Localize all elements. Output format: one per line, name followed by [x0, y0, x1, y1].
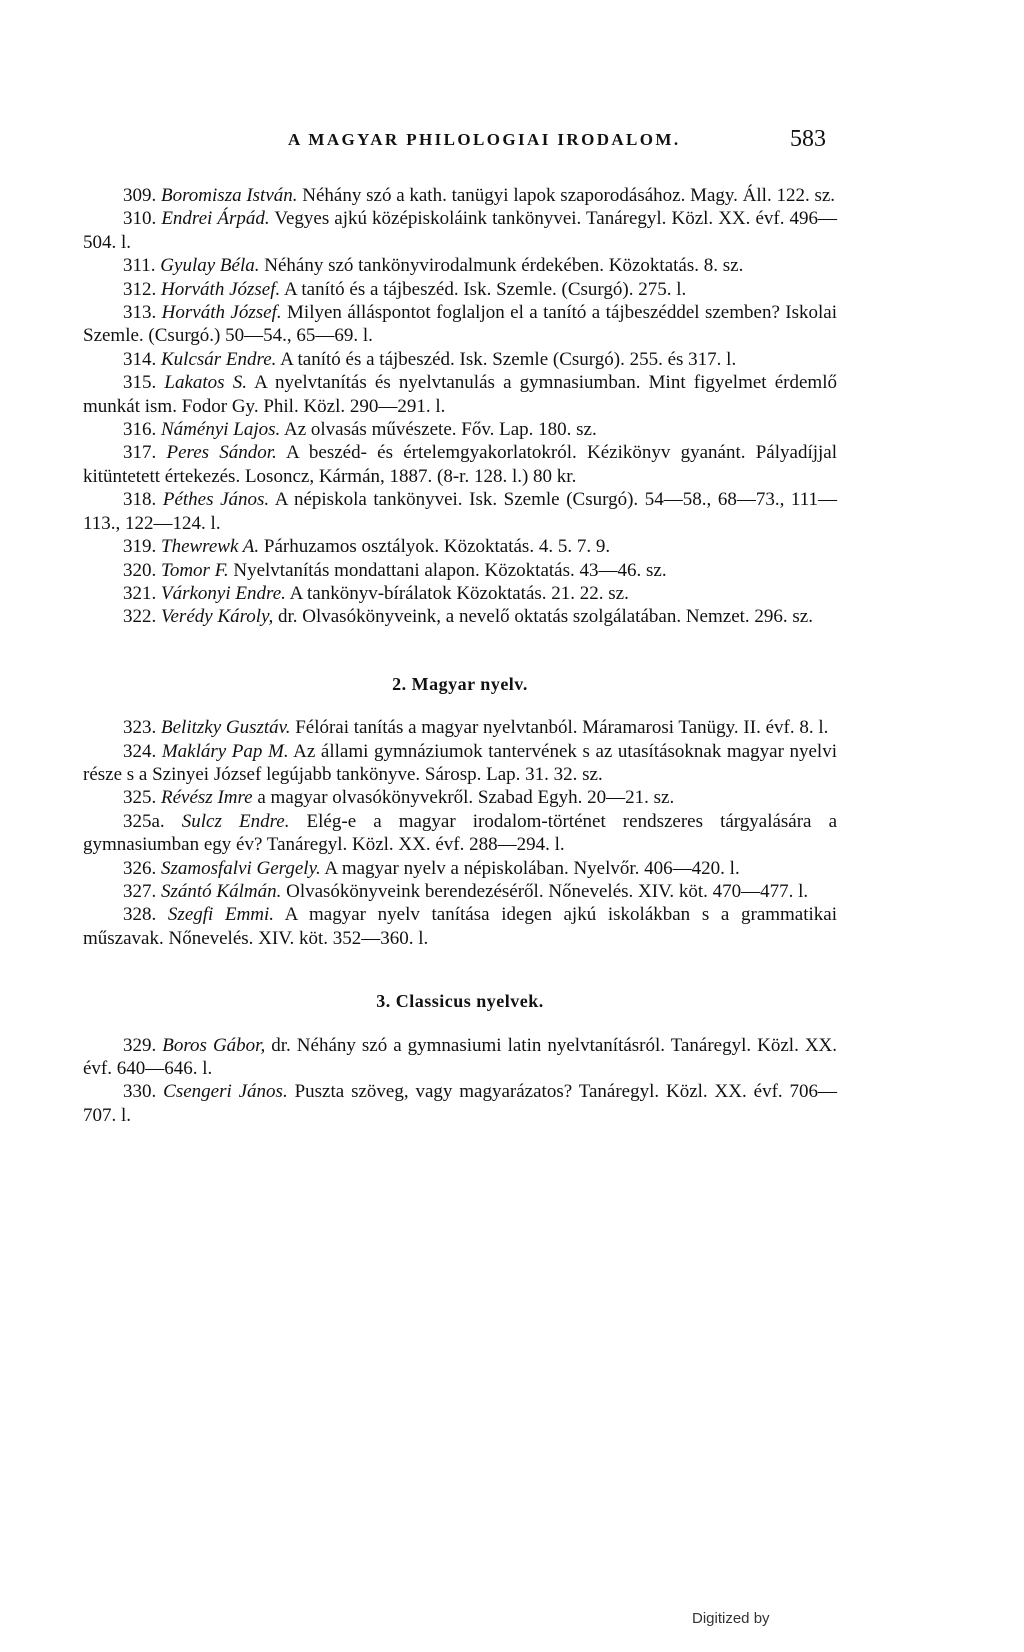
- bibliography-list: [83, 184, 837, 1127]
- entry-330: [83, 1080, 837, 1127]
- entry-number: 318.: [123, 489, 157, 511]
- entry-author: Tomor F.: [161, 559, 229, 581]
- entry-327: [83, 880, 837, 903]
- entry-text: Vegyes ajkú középiskoláink tankönyvei. Tanáregyl. Közl. XX. évf. 496—504. l.: [83, 208, 837, 253]
- entry-author: Thewrewk A.: [161, 536, 260, 558]
- entry-number: 323.: [123, 717, 157, 739]
- entry-number: 309.: [123, 185, 157, 206]
- entry-author: Horváth József.: [161, 302, 282, 324]
- entry-author: Peres Sándor.: [166, 442, 277, 464]
- entry-author: Náményi Lajos.: [161, 419, 281, 441]
- page-header: [0, 126, 1024, 158]
- entry-number: 321.: [123, 582, 157, 604]
- entry-author: Boromisza István.: [161, 185, 298, 206]
- section-heading-magyar-nyelv: 2. Magyar nyelv.: [392, 673, 528, 694]
- entry-310: [83, 207, 837, 254]
- entry-number: 325a.: [123, 810, 165, 832]
- entry-text: A magyar nyelv tanítása idegen ajkú iskolákban s a grammatikai műszavak. Nőnevelés. XIV. köt. 352—360. l.: [83, 904, 838, 949]
- entry-author: Révész Imre: [161, 787, 253, 809]
- entry-number: 317.: [123, 442, 157, 464]
- entry-number: 316.: [123, 419, 157, 441]
- entry-309: [83, 184, 837, 207]
- entry-number: 325.: [123, 787, 157, 809]
- entry-text: A tanító és a tájbeszéd. Isk. Szemle. (Csurgó). 275. l.: [283, 278, 687, 300]
- entry-text: Félórai tanítás a magyar nyelvtanból. Máramarosi Tanügy. II. évf. 8. l.: [295, 717, 829, 739]
- entry-author: Gyulay Béla.: [160, 255, 260, 277]
- entry-315: [83, 371, 837, 418]
- entry-number: 328.: [123, 904, 157, 926]
- entry-number: 313.: [123, 302, 157, 324]
- entry-325a: [83, 810, 837, 857]
- entry-text: Az olvasás művészete. Főv. Lap. 180. sz.: [283, 419, 597, 441]
- entry-314: [83, 348, 837, 371]
- entry-author: Boros Gábor,: [162, 1034, 266, 1056]
- entry-322: [83, 605, 837, 628]
- entry-text: A magyar nyelv a népiskolában. Nyelvőr. 406—420. l.: [324, 857, 740, 879]
- entry-text: Nyelvtanítás mondattani alapon. Közoktatás. 43—46. sz.: [233, 559, 667, 581]
- entry-326: [83, 857, 837, 880]
- entry-328: [83, 903, 837, 950]
- entry-text: Olvasókönyveink berendezéséről. Nőnevelés. XIV. köt. 470—477. l.: [286, 880, 809, 902]
- entry-323: [83, 716, 837, 739]
- entry-317: [83, 441, 837, 488]
- entry-number: 312.: [123, 278, 157, 300]
- entry-number: 330.: [123, 1081, 157, 1103]
- entry-325: [83, 786, 837, 809]
- entry-text: Elég-e a magyar irodalom-történet rendszeres tárgyalására a gymnasiumban egy év? Tanáregyl. Közl. XX. évf. 288—294. l.: [83, 810, 838, 856]
- digitized-by-note: Digitized by: [692, 1610, 770, 1627]
- entry-number: 319.: [123, 536, 157, 558]
- entry-312: [83, 278, 837, 301]
- entry-author: Csengeri János.: [163, 1081, 288, 1103]
- entry-320: [83, 559, 837, 582]
- entry-text: Néhány szó tankönyvirodalmunk érdekében. Közoktatás. 8. sz.: [264, 255, 744, 277]
- entry-321: [83, 582, 837, 605]
- entry-319: [83, 535, 837, 558]
- entry-text: A nyelvtanítás és nyelvtanulás a gymnasiumban. Mint figyelmet érdemlő munkát ism. Fodor Gy. Phil. Közl. 290—291. l.: [83, 372, 837, 417]
- entry-author: Verédy Károly,: [161, 606, 274, 628]
- entry-number: 326.: [123, 857, 157, 879]
- entry-number: 327.: [123, 880, 157, 902]
- entry-author: Endrei Árpád.: [161, 208, 270, 230]
- entry-number: 310.: [123, 208, 157, 230]
- entry-author: Sulcz Endre.: [181, 810, 290, 832]
- entry-text: A tankönyv-bírálatok Közoktatás. 21. 22. sz.: [289, 582, 629, 604]
- entry-316: [83, 418, 837, 441]
- entry-text: Néhány szó a kath. tanügyi lapok szaporodásához. Magy. Áll. 122. sz.: [302, 185, 836, 206]
- entry-text: A népiskola tankönyvei. Isk. Szemle (Csurgó). 54—58., 68—73., 111—113., 122—124. l.: [83, 489, 838, 534]
- entry-author: Szegfi Emmi.: [167, 904, 275, 926]
- entry-author: Kulcsár Endre.: [161, 348, 277, 370]
- entry-text: dr. Olvasókönyveink, a nevelő oktatás szolgálatában. Nemzet. 296. sz.: [277, 606, 813, 628]
- entry-author: Várkonyi Endre.: [161, 582, 286, 604]
- entry-text: Milyen álláspontot foglaljon el a tanító a tájbeszéddel szemben? Iskolai Szemle. (Csurgó.) 50—54., 65—69. l.: [83, 302, 838, 347]
- entry-author: Lakatos S.: [164, 372, 247, 394]
- entry-author: Makláry Pap M.: [161, 740, 289, 762]
- entry-text: A tanító és a tájbeszéd. Isk. Szemle (Csurgó). 255. és 317. l.: [280, 348, 737, 370]
- entry-text: Az állami gymnáziumok tantervének s az utasításoknak magyar nyelvi része s a Szinyei József legújabb tankönyve. Sárosp. Lap. 31. 32. sz.: [83, 740, 837, 785]
- entry-324: [83, 740, 837, 787]
- page-number: 583: [790, 126, 826, 152]
- entry-author: Horváth József.: [161, 278, 281, 300]
- entry-text: dr. Néhány szó a gymnasiumi latin nyelvtanításról. Tanáregyl. Közl. XX. évf. 640—646. l.: [83, 1034, 838, 1079]
- entry-313: [83, 301, 837, 348]
- running-head: A MAGYAR PHILOLOGIAI IRODALOM.: [288, 130, 681, 149]
- entry-329: [83, 1034, 837, 1081]
- entry-number: 320.: [123, 559, 157, 581]
- entry-author: Szántó Kálmán.: [161, 880, 282, 902]
- entry-number: 324.: [123, 740, 157, 762]
- entry-text: Párhuzamos osztályok. Közoktatás. 4. 5. 7. 9.: [263, 536, 611, 558]
- entry-number: 329.: [123, 1034, 157, 1056]
- entry-author: Szamosfalvi Gergely.: [161, 857, 321, 879]
- section-heading-classicus-nyelvek: 3. Classicus nyelvek.: [376, 991, 544, 1012]
- entry-number: 314.: [123, 348, 157, 370]
- entry-text: Puszta szöveg, vagy magyarázatos? Tanáregyl. Közl. XX. évf. 706—707. l.: [83, 1081, 838, 1126]
- entry-311: [83, 254, 837, 277]
- entry-number: 311.: [123, 255, 156, 277]
- entry-author: Péthes János.: [162, 489, 270, 511]
- entry-number: 315.: [123, 372, 157, 394]
- entry-318: [83, 488, 837, 535]
- entry-text: A beszéd- és értelemgyakorlatokról. Kézikönyv gyanánt. Pályadíjjal kitüntetett értekezés. Losoncz, Kármán, 1887. (8-r. 128. l.) 80 kr.: [83, 442, 837, 487]
- entry-author: Belitzky Gusztáv.: [161, 717, 291, 739]
- entry-text: a magyar olvasókönyvekről. Szabad Egyh. 20—21. sz.: [257, 787, 675, 809]
- entry-number: 322.: [123, 606, 157, 628]
